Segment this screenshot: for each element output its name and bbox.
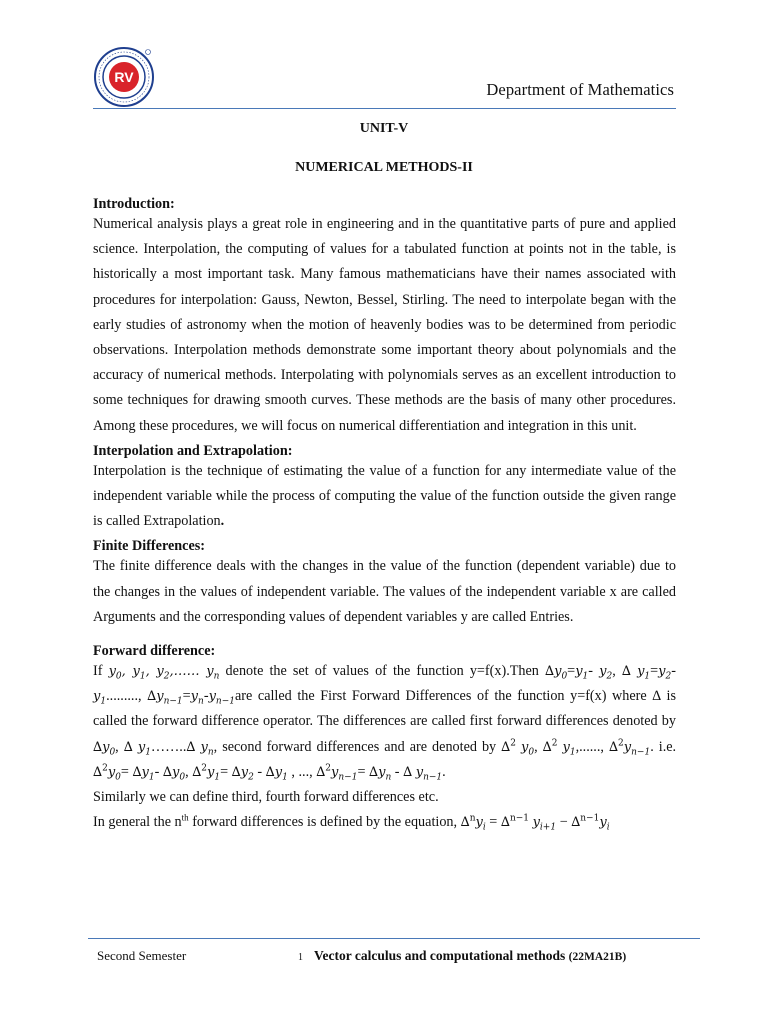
page-number: 1 <box>298 952 303 963</box>
finite-differences-heading: Finite Differences: <box>93 538 206 555</box>
introduction-text: Numerical analysis plays a great role in engineering and in the quantitative parts of pure and applied science. Interpolation, the computing of values for a tabulated function at points not in the table, is historically a most important task. Many famous mathematicians have their names associated with procedures for interpolation: Gauss, Newton, Bessel, Stirling. The need to interpolate began with the early studies of astronomy when the motion of heavenly bodies was to be determined from periodic observations. Interpolation methods demonstrate some important theory about polynomials and the accuracy of numerical methods. Interpolating with polynomials serves as an excellent introduction to some techniques for drawing smooth curves. These methods are the basis of many other procedures. Among these procedures, we will focus on numerical differentiation and integration in this unit. <box>93 216 676 434</box>
footer-semester: Second Semester <box>97 948 187 963</box>
interpolation-text: Interpolation is the technique of estimating the value of a function for any intermediate value of the independent variable while the process of computing the value of the function outside the given range is called Extrapolation. <box>93 462 676 530</box>
department-name: Department of Mathematics <box>486 80 674 99</box>
footer-rule <box>88 938 700 939</box>
forward-general-text: In general the $n^{th}$ forward differences is defined by the equation, $\Delta^ny_i = \Delta^{n-1}$ $y_{i+1} - \Delta^{n-1}y_i$ <box>93 812 610 833</box>
logo-text: RV <box>114 69 134 85</box>
interpolation-heading: Interpolation and Extrapolation: <box>93 442 293 459</box>
header-rule <box>93 108 676 109</box>
forward-difference-definition: If $y_0$, $y_1$, $y_2,\dots\dots$ $y_n$ denote the set of values of the function y=f(x).Then $\Delta y_0=y_1-$ $y_2$, ∆ $y_1=y_2-$ $y_1$........., $\Delta y_{n-1}=y_n-y_{n-1}are$ called the First Forward Differences of the function y=f(x) where ∆ is called the forward difference operator. The differences are called first forward differences denoted by $\Delta y_0$, ∆ $y_1\dots\dots..\Delta$ $y_n$, second forward differences and are denoted by ∆$^2$ $y_0$, ∆$^2$ $y_1$,......, $\Delta^2y_{n-1}$. i.e. $\Delta^2y_0= \Delta y_1-$ $\Delta y_0$, $\Delta^2y_1= \Delta y_2 - \Delta y_1$ , ..., $\Delta^2y_{n-1}= \Delta y_n$ - ∆ $y_{n-1}$. <box>93 663 677 783</box>
unit-title: UNIT-V <box>359 121 409 136</box>
introduction-heading: Introduction: <box>93 196 175 212</box>
subject-title: NUMERICAL METHODS-II <box>295 160 473 175</box>
forward-similarly-text: Similarly we can define third, fourth forward differences etc. <box>93 789 439 806</box>
institution-logo <box>93 46 155 108</box>
document-body <box>93 196 676 835</box>
finite-differences-text: The finite difference deals with the changes in the value of the function (dependent variable) due to the changes in the values of independent variable. The values of the independent variable x are called Arguments and the corresponding values of dependent variables y are called Entries. <box>93 558 676 625</box>
forward-difference-heading: Forward difference: <box>93 643 216 660</box>
footer-course: Vector calculus and computational methods (22MA21B) <box>314 948 627 963</box>
